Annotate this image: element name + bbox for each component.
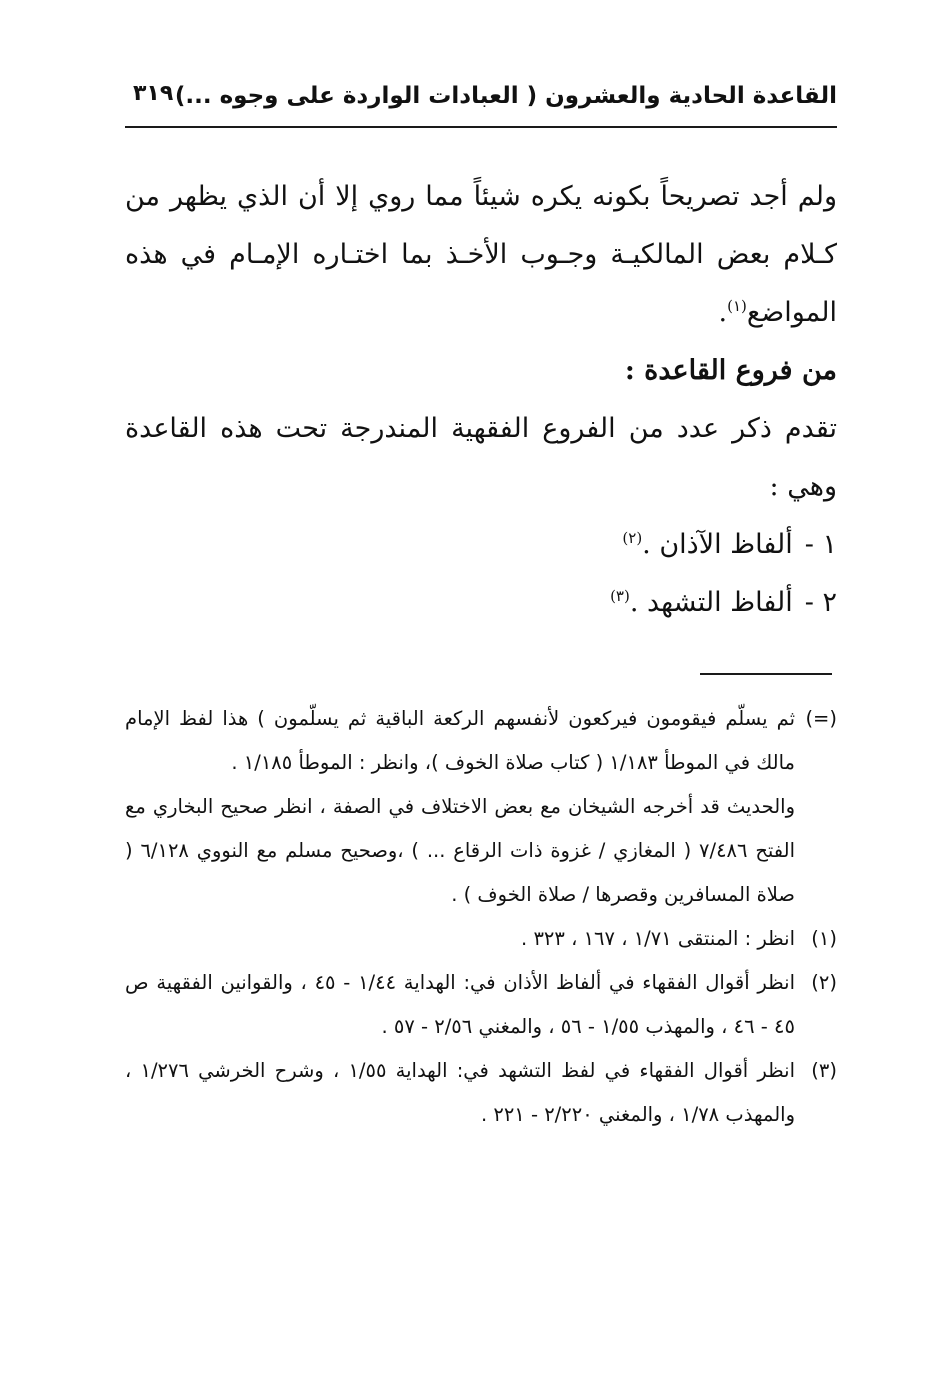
- paragraph-end: .: [718, 297, 728, 328]
- footnote-text: انظر أقوال الفقهاء في لفظ التشهد في: الهداية ١/٥٥ ، وشرح الخرشي ١/٢٧٦ ، والمهذب ١/٧٨ ، والمغني ٢/٢٢٠ - ٢٢١ .: [125, 1059, 795, 1126]
- footnote-text: انظر : المنتقى ١/٧١ ، ١٦٧ ، ٣٢٣ .: [521, 927, 795, 950]
- footnote-label: (١): [811, 927, 837, 950]
- paragraph-opening: [125, 168, 837, 342]
- footnote-label: (=): [805, 707, 837, 730]
- list-item: [125, 516, 837, 574]
- paragraph-text: ولم أجد تصريحاً بكونه يكره شيئاً مما روي إلا أن الذي يظهر من كـلام بعض المالكيـة وجـوب الأخـذ بما اختـاره الإمـام في هذه المواضع: [125, 181, 837, 328]
- footnote-label: (٢): [811, 971, 837, 994]
- footnote-separator: [700, 673, 832, 675]
- paragraph-intro: تقدم ذكر عدد من الفروع الفقهية المندرجة تحت هذه القاعدة وهي :: [125, 413, 837, 502]
- footnote-text: انظر أقوال الفقهاء في ألفاظ الأذان في: الهداية ١/٤٤ - ٤٥ ، والقوانين الفقهية ص ٤٥ - ٤٦ ، والمهذب ١/٥٥ - ٥٦ ، والمغني ٢/٥٦ - ٥٧ .: [125, 971, 795, 1038]
- header-title: القاعدة الحادية والعشرون ( العبادات الواردة على وجوه ...): [174, 83, 837, 109]
- footnote-text: ثم يسلّم فيقومون فيركعون لأنفسهم الركعة الباقية ثم يسلّمون ) هذا لفظ الإمام مالك في الموطأ ١/١٨٣ ( كتاب صلاة الخوف )، وانظر : الموطأ ١/١٨٥ .: [125, 707, 795, 774]
- main-text: [125, 168, 837, 632]
- list-item-number: ٢ -: [804, 587, 837, 618]
- footnote-continuation: والحديث قد أخرجه الشيخان مع بعض الاختلاف في الصفة ، انظر صحيح البخاري مع الفتح ٧/٤٨٦ ( المغازي / غزوة ذات الرقاع ... ) ،وصحيح مسلم مع النووي ٦/١٢٨ ( صلاة المسافرين وقصرها / صلاة الخوف ) .: [125, 795, 796, 906]
- list-item-text: ألفاظ التشهد .: [629, 587, 793, 618]
- footnote-ref-3[interactable]: (٣): [610, 587, 630, 605]
- footnote-label: (٣): [811, 1059, 837, 1082]
- list-item: [125, 574, 837, 632]
- footnote-continued: [125, 697, 837, 785]
- footnote-ref-1[interactable]: (١): [727, 297, 747, 315]
- branch-list: [125, 516, 837, 632]
- footnotes: [125, 697, 837, 1137]
- section-heading: من فروع القاعدة :: [624, 355, 837, 386]
- page-number: ٣١٩: [133, 81, 174, 106]
- list-item-number: ١ -: [804, 529, 837, 560]
- header-divider: [125, 126, 837, 128]
- list-item-text: ألفاظ الآذان .: [642, 529, 793, 560]
- footnote-1: [125, 917, 837, 961]
- footnote-2: [125, 961, 837, 1049]
- running-header: [125, 74, 837, 126]
- footnote-3: [125, 1049, 837, 1137]
- footnote-ref-2[interactable]: (٢): [622, 529, 643, 547]
